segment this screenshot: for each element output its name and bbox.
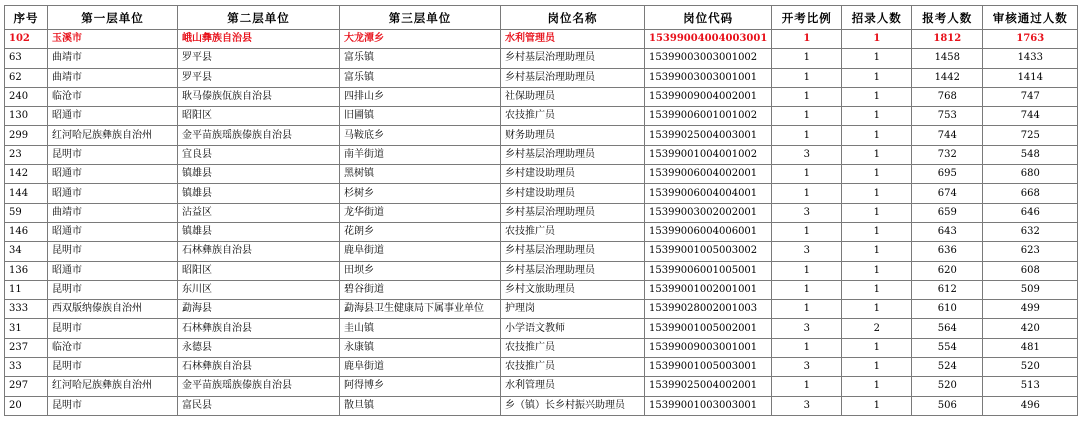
table-row xyxy=(5,145,1078,164)
cell-unit1: 曲靖市 xyxy=(48,49,178,68)
cell-unit2: 罗平县 xyxy=(178,68,340,87)
cell-quota: 1 xyxy=(842,87,912,106)
cell-no: 333 xyxy=(5,300,48,319)
cell-quota: 1 xyxy=(842,184,912,203)
cell-approved: 481 xyxy=(983,338,1078,357)
cell-applicants: 1812 xyxy=(912,30,983,49)
cell-no: 31 xyxy=(5,319,48,338)
cell-position: 护理岗 xyxy=(501,300,645,319)
cell-code: 15399006004004001 xyxy=(645,184,772,203)
cell-unit1: 玉溪市 xyxy=(48,30,178,49)
cell-unit2: 昭阳区 xyxy=(178,261,340,280)
cell-approved: 608 xyxy=(983,261,1078,280)
cell-code: 15399003003001002 xyxy=(645,49,772,68)
cell-unit1: 曲靖市 xyxy=(48,203,178,222)
table-row xyxy=(5,68,1078,87)
cell-position: 小学语文教师 xyxy=(501,319,645,338)
cell-no: 130 xyxy=(5,107,48,126)
cell-unit2: 峨山彝族自治县 xyxy=(178,30,340,49)
cell-ratio: 1 xyxy=(772,165,842,184)
cell-unit3: 龙华街道 xyxy=(340,203,501,222)
cell-unit1: 西双版纳傣族自治州 xyxy=(48,300,178,319)
cell-ratio: 1 xyxy=(772,126,842,145)
table-row xyxy=(5,184,1078,203)
cell-applicants: 732 xyxy=(912,145,983,164)
col-header-no: 序号 xyxy=(5,6,48,30)
cell-position: 乡村基层治理助理员 xyxy=(501,261,645,280)
cell-quota: 1 xyxy=(842,165,912,184)
table-row xyxy=(5,222,1078,241)
cell-applicants: 620 xyxy=(912,261,983,280)
cell-no: 240 xyxy=(5,87,48,106)
cell-approved: 509 xyxy=(983,280,1078,299)
cell-code: 15399001004001002 xyxy=(645,145,772,164)
table-row xyxy=(5,261,1078,280)
cell-unit2: 石林彝族自治县 xyxy=(178,242,340,261)
cell-ratio: 3 xyxy=(772,203,842,222)
cell-ratio: 1 xyxy=(772,338,842,357)
col-header-position: 岗位名称 xyxy=(501,6,645,30)
cell-code: 15399006001005001 xyxy=(645,261,772,280)
cell-unit2: 镇雄县 xyxy=(178,184,340,203)
cell-no: 146 xyxy=(5,222,48,241)
cell-unit2: 罗平县 xyxy=(178,49,340,68)
cell-unit2: 镇雄县 xyxy=(178,222,340,241)
cell-code: 15399001003003001 xyxy=(645,396,772,415)
cell-unit1: 昭通市 xyxy=(48,107,178,126)
cell-unit3: 黑树镇 xyxy=(340,165,501,184)
cell-no: 299 xyxy=(5,126,48,145)
cell-quota: 1 xyxy=(842,68,912,87)
cell-no: 62 xyxy=(5,68,48,87)
cell-unit1: 昆明市 xyxy=(48,242,178,261)
cell-approved: 1433 xyxy=(983,49,1078,68)
cell-approved: 632 xyxy=(983,222,1078,241)
cell-no: 34 xyxy=(5,242,48,261)
col-header-unit2: 第二层单位 xyxy=(178,6,340,30)
cell-applicants: 1458 xyxy=(912,49,983,68)
table-row xyxy=(5,242,1078,261)
table-row xyxy=(5,107,1078,126)
cell-code: 15399009003001001 xyxy=(645,338,772,357)
cell-applicants: 744 xyxy=(912,126,983,145)
cell-quota: 1 xyxy=(842,358,912,377)
cell-position: 水利管理员 xyxy=(501,377,645,396)
cell-code: 15399003003001001 xyxy=(645,68,772,87)
cell-code: 15399001005003001 xyxy=(645,358,772,377)
cell-ratio: 1 xyxy=(772,377,842,396)
cell-quota: 1 xyxy=(842,203,912,222)
table-row xyxy=(5,358,1078,377)
cell-approved: 744 xyxy=(983,107,1078,126)
table-row xyxy=(5,165,1078,184)
cell-quota: 1 xyxy=(842,30,912,49)
cell-code: 15399006004002001 xyxy=(645,165,772,184)
cell-applicants: 643 xyxy=(912,222,983,241)
cell-ratio: 1 xyxy=(772,300,842,319)
cell-unit1: 曲靖市 xyxy=(48,68,178,87)
cell-ratio: 1 xyxy=(772,184,842,203)
job-table-container xyxy=(4,5,1078,416)
table-row xyxy=(5,377,1078,396)
cell-ratio: 3 xyxy=(772,396,842,415)
cell-unit3: 旧圃镇 xyxy=(340,107,501,126)
cell-approved: 668 xyxy=(983,184,1078,203)
cell-quota: 1 xyxy=(842,396,912,415)
cell-position: 水利管理员 xyxy=(501,30,645,49)
cell-approved: 747 xyxy=(983,87,1078,106)
cell-unit1: 昆明市 xyxy=(48,396,178,415)
cell-unit1: 昭通市 xyxy=(48,184,178,203)
cell-position: 乡（镇）长乡村振兴助理员 xyxy=(501,396,645,415)
cell-approved: 499 xyxy=(983,300,1078,319)
cell-code: 15399003002002001 xyxy=(645,203,772,222)
cell-approved: 646 xyxy=(983,203,1078,222)
cell-unit1: 昆明市 xyxy=(48,280,178,299)
table-row xyxy=(5,338,1078,357)
cell-ratio: 1 xyxy=(772,222,842,241)
cell-ratio: 1 xyxy=(772,49,842,68)
cell-no: 297 xyxy=(5,377,48,396)
col-header-quota: 招录人数 xyxy=(842,6,912,30)
cell-unit3: 田坝乡 xyxy=(340,261,501,280)
cell-unit2: 勐海县 xyxy=(178,300,340,319)
cell-quota: 1 xyxy=(842,126,912,145)
cell-no: 20 xyxy=(5,396,48,415)
cell-unit3: 南羊街道 xyxy=(340,145,501,164)
cell-applicants: 554 xyxy=(912,338,983,357)
col-header-ratio: 开考比例 xyxy=(772,6,842,30)
cell-position: 乡村建设助理员 xyxy=(501,184,645,203)
cell-code: 15399001005002001 xyxy=(645,319,772,338)
highlighted-table-row xyxy=(5,30,1078,49)
col-header-code: 岗位代码 xyxy=(645,6,772,30)
cell-applicants: 564 xyxy=(912,319,983,338)
cell-unit1: 昭通市 xyxy=(48,165,178,184)
cell-unit2: 石林彝族自治县 xyxy=(178,358,340,377)
cell-unit1: 临沧市 xyxy=(48,87,178,106)
cell-unit1: 临沧市 xyxy=(48,338,178,357)
cell-ratio: 1 xyxy=(772,280,842,299)
cell-no: 144 xyxy=(5,184,48,203)
cell-approved: 725 xyxy=(983,126,1078,145)
cell-code: 15399004004003001 xyxy=(645,30,772,49)
cell-ratio: 3 xyxy=(772,319,842,338)
cell-position: 乡村基层治理助理员 xyxy=(501,145,645,164)
cell-no: 136 xyxy=(5,261,48,280)
cell-unit1: 昆明市 xyxy=(48,319,178,338)
cell-no: 102 xyxy=(5,30,48,49)
cell-unit2: 沾益区 xyxy=(178,203,340,222)
cell-position: 乡村基层治理助理员 xyxy=(501,242,645,261)
cell-quota: 1 xyxy=(842,280,912,299)
cell-applicants: 524 xyxy=(912,358,983,377)
cell-approved: 1763 xyxy=(983,30,1078,49)
cell-unit3: 杉树乡 xyxy=(340,184,501,203)
cell-position: 社保助理员 xyxy=(501,87,645,106)
cell-quota: 2 xyxy=(842,319,912,338)
cell-applicants: 520 xyxy=(912,377,983,396)
cell-unit3: 永康镇 xyxy=(340,338,501,357)
cell-applicants: 659 xyxy=(912,203,983,222)
cell-no: 63 xyxy=(5,49,48,68)
cell-quota: 1 xyxy=(842,107,912,126)
cell-unit2: 石林彝族自治县 xyxy=(178,319,340,338)
cell-code: 15399028002001003 xyxy=(645,300,772,319)
cell-unit3: 鹿阜街道 xyxy=(340,358,501,377)
col-header-unit3: 第三层单位 xyxy=(340,6,501,30)
cell-unit2: 富民县 xyxy=(178,396,340,415)
cell-code: 15399001005003002 xyxy=(645,242,772,261)
cell-code: 15399025004002001 xyxy=(645,377,772,396)
cell-quota: 1 xyxy=(842,338,912,357)
cell-unit2: 永德县 xyxy=(178,338,340,357)
table-row xyxy=(5,87,1078,106)
cell-ratio: 3 xyxy=(772,242,842,261)
cell-no: 33 xyxy=(5,358,48,377)
table-row xyxy=(5,300,1078,319)
cell-quota: 1 xyxy=(842,49,912,68)
cell-code: 15399025004003001 xyxy=(645,126,772,145)
cell-no: 142 xyxy=(5,165,48,184)
cell-unit2: 耿马傣族佤族自治县 xyxy=(178,87,340,106)
cell-unit3: 勐海县卫生健康局下属事业单位 xyxy=(340,300,501,319)
col-header-unit1: 第一层单位 xyxy=(48,6,178,30)
cell-position: 财务助理员 xyxy=(501,126,645,145)
table-row xyxy=(5,203,1078,222)
cell-quota: 1 xyxy=(842,242,912,261)
cell-position: 乡村建设助理员 xyxy=(501,165,645,184)
cell-unit2: 东川区 xyxy=(178,280,340,299)
cell-approved: 680 xyxy=(983,165,1078,184)
cell-quota: 1 xyxy=(842,222,912,241)
cell-quota: 1 xyxy=(842,300,912,319)
cell-no: 23 xyxy=(5,145,48,164)
cell-approved: 513 xyxy=(983,377,1078,396)
cell-ratio: 3 xyxy=(772,145,842,164)
cell-unit2: 镇雄县 xyxy=(178,165,340,184)
cell-unit3: 散旦镇 xyxy=(340,396,501,415)
cell-approved: 1414 xyxy=(983,68,1078,87)
cell-unit2: 宜良县 xyxy=(178,145,340,164)
cell-unit1: 昭通市 xyxy=(48,261,178,280)
cell-unit3: 大龙潭乡 xyxy=(340,30,501,49)
table-row xyxy=(5,396,1078,415)
cell-unit2: 金平苗族瑶族傣族自治县 xyxy=(178,377,340,396)
cell-unit1: 昆明市 xyxy=(48,358,178,377)
cell-quota: 1 xyxy=(842,377,912,396)
cell-unit2: 金平苗族瑶族傣族自治县 xyxy=(178,126,340,145)
cell-applicants: 674 xyxy=(912,184,983,203)
cell-unit3: 圭山镇 xyxy=(340,319,501,338)
cell-ratio: 3 xyxy=(772,358,842,377)
cell-ratio: 1 xyxy=(772,87,842,106)
cell-ratio: 1 xyxy=(772,30,842,49)
cell-code: 15399001002001001 xyxy=(645,280,772,299)
cell-unit3: 富乐镇 xyxy=(340,68,501,87)
table-row xyxy=(5,319,1078,338)
cell-position: 乡村基层治理助理员 xyxy=(501,203,645,222)
cell-position: 乡村基层治理助理员 xyxy=(501,49,645,68)
cell-unit3: 花朗乡 xyxy=(340,222,501,241)
cell-unit1: 昭通市 xyxy=(48,222,178,241)
cell-applicants: 636 xyxy=(912,242,983,261)
cell-position: 农技推广员 xyxy=(501,338,645,357)
cell-unit3: 马鞍底乡 xyxy=(340,126,501,145)
col-header-approved: 审核通过人数 xyxy=(983,6,1078,30)
cell-position: 农技推广员 xyxy=(501,358,645,377)
cell-approved: 420 xyxy=(983,319,1078,338)
table-header-row xyxy=(5,6,1078,30)
cell-applicants: 610 xyxy=(912,300,983,319)
cell-no: 11 xyxy=(5,280,48,299)
cell-no: 237 xyxy=(5,338,48,357)
cell-ratio: 1 xyxy=(772,107,842,126)
cell-quota: 1 xyxy=(842,261,912,280)
job-positions-table xyxy=(4,5,1078,416)
cell-position: 乡村文旅助理员 xyxy=(501,280,645,299)
cell-no: 59 xyxy=(5,203,48,222)
table-row xyxy=(5,126,1078,145)
cell-approved: 496 xyxy=(983,396,1078,415)
cell-unit3: 富乐镇 xyxy=(340,49,501,68)
cell-code: 15399006004006001 xyxy=(645,222,772,241)
cell-unit1: 红河哈尼族彝族自治州 xyxy=(48,126,178,145)
cell-applicants: 612 xyxy=(912,280,983,299)
cell-ratio: 1 xyxy=(772,261,842,280)
cell-ratio: 1 xyxy=(772,68,842,87)
table-row xyxy=(5,49,1078,68)
cell-approved: 548 xyxy=(983,145,1078,164)
cell-unit3: 鹿阜街道 xyxy=(340,242,501,261)
cell-code: 15399009004002001 xyxy=(645,87,772,106)
cell-applicants: 1442 xyxy=(912,68,983,87)
cell-applicants: 768 xyxy=(912,87,983,106)
table-row xyxy=(5,280,1078,299)
cell-unit1: 昆明市 xyxy=(48,145,178,164)
cell-position: 农技推广员 xyxy=(501,222,645,241)
cell-position: 农技推广员 xyxy=(501,107,645,126)
cell-approved: 520 xyxy=(983,358,1078,377)
cell-code: 15399006001001002 xyxy=(645,107,772,126)
cell-quota: 1 xyxy=(842,145,912,164)
cell-approved: 623 xyxy=(983,242,1078,261)
cell-position: 乡村基层治理助理员 xyxy=(501,68,645,87)
cell-unit3: 四排山乡 xyxy=(340,87,501,106)
cell-unit1: 红河哈尼族彝族自治州 xyxy=(48,377,178,396)
cell-unit2: 昭阳区 xyxy=(178,107,340,126)
cell-unit3: 阿得博乡 xyxy=(340,377,501,396)
cell-applicants: 695 xyxy=(912,165,983,184)
cell-applicants: 506 xyxy=(912,396,983,415)
cell-unit3: 碧谷街道 xyxy=(340,280,501,299)
cell-applicants: 753 xyxy=(912,107,983,126)
col-header-applicants: 报考人数 xyxy=(912,6,983,30)
